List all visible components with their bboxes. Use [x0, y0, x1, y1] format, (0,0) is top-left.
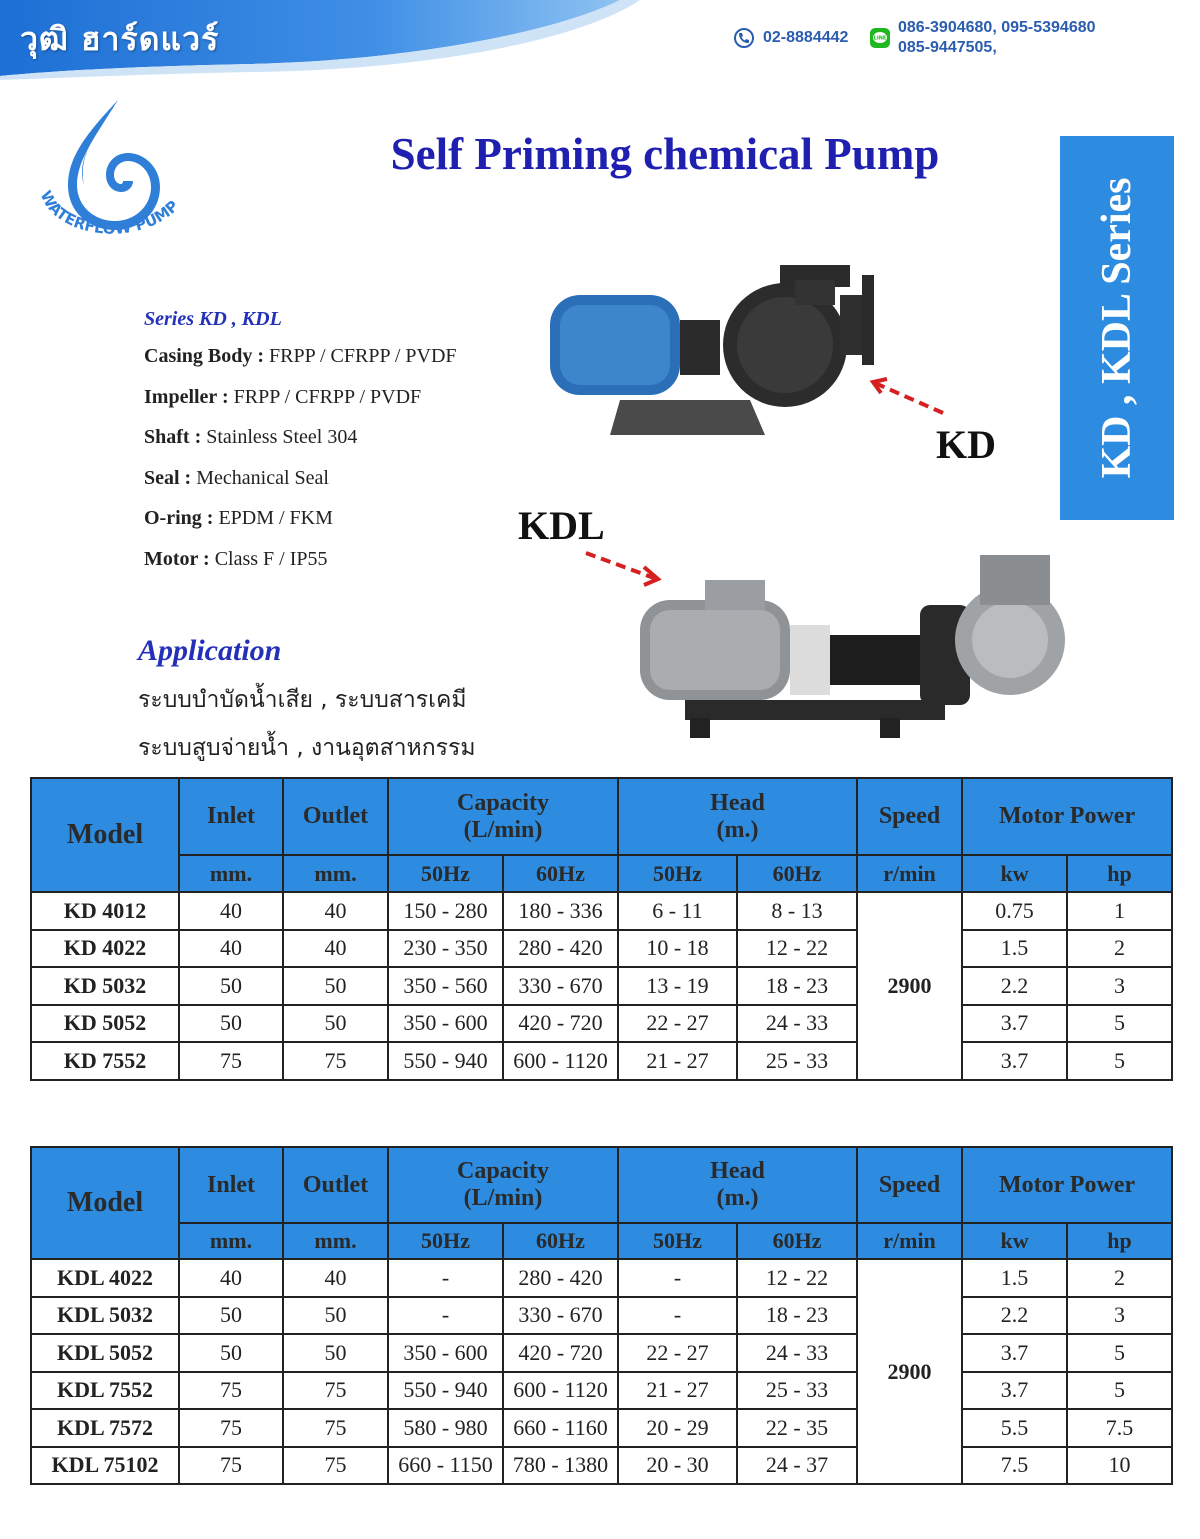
th-head-50hz: 50Hz: [618, 855, 737, 892]
cell-inlet: 40: [179, 930, 283, 968]
th-model: Model: [31, 1147, 179, 1259]
th-head-50hz: 50Hz: [618, 1223, 737, 1259]
cell-hp: 5: [1067, 1372, 1172, 1410]
cell-model: KDL 5032: [31, 1297, 179, 1335]
cell-head60: 24 - 33: [737, 1005, 857, 1043]
th-cap-50hz: 50Hz: [388, 855, 503, 892]
table-row: [31, 1259, 1172, 1297]
cell-kw: 5.5: [962, 1409, 1067, 1447]
line-icon: [870, 28, 890, 48]
spec-value: FRPP / CFRPP / PVDF: [264, 345, 457, 367]
th-motor-power: Motor Power: [962, 1147, 1172, 1223]
cell-speed: 2900: [857, 1259, 962, 1484]
cell-head50: 22 - 27: [618, 1005, 737, 1043]
cell-head60: 18 - 23: [737, 967, 857, 1005]
table-row: [31, 1447, 1172, 1485]
cell-head60: 22 - 35: [737, 1409, 857, 1447]
cell-head50: 22 - 27: [618, 1334, 737, 1372]
cell-head50: 10 - 18: [618, 930, 737, 968]
cell-head60: 12 - 22: [737, 930, 857, 968]
th-outlet: Outlet: [283, 1147, 388, 1223]
th-capacity-2: (L/min): [463, 816, 543, 843]
th-head: [618, 778, 857, 855]
brand-name: วุฒิ ฮาร์ดแวร์: [20, 20, 220, 58]
cell-inlet: 50: [179, 1334, 283, 1372]
cell-kw: 2.2: [962, 1297, 1067, 1335]
spec-item: [144, 507, 457, 548]
cell-kw: 2.2: [962, 967, 1067, 1005]
cell-inlet: 40: [179, 892, 283, 930]
cell-inlet: 50: [179, 1005, 283, 1043]
cell-cap60: 420 - 720: [503, 1334, 618, 1372]
waterflow-logo: [20, 95, 205, 255]
cell-head50: 21 - 27: [618, 1372, 737, 1410]
spec-value: Mechanical Seal: [191, 466, 329, 489]
cell-outlet: 40: [283, 1259, 388, 1297]
series-label: Series KD , KDL: [144, 308, 282, 330]
th-capacity-1: Capacity: [457, 1158, 549, 1184]
cell-hp: 10: [1067, 1447, 1172, 1485]
table-row: [31, 1297, 1172, 1335]
th-head-2: (m.): [716, 816, 759, 843]
cell-model: KDL 75102: [31, 1447, 179, 1485]
cell-cap50: 350 - 560: [388, 967, 503, 1005]
cell-outlet: 40: [283, 930, 388, 968]
application-line-2: ระบบสูบจ่ายน้ำ , งานอุตสาหกรรม: [138, 735, 476, 761]
cell-cap60: 280 - 420: [503, 1259, 618, 1297]
cell-head60: 24 - 33: [737, 1334, 857, 1372]
spec-label: Motor :: [144, 547, 210, 570]
cell-hp: 1: [1067, 892, 1172, 930]
spec-label: Seal :: [144, 466, 192, 489]
th-kw: kw: [962, 855, 1067, 892]
table-row: [31, 1334, 1172, 1372]
th-capacity: [388, 1147, 618, 1223]
cell-head50: 20 - 30: [618, 1447, 737, 1485]
spec-item: [144, 345, 457, 386]
cell-cap60: 180 - 336: [503, 892, 618, 930]
th-inlet-unit: mm.: [179, 1223, 283, 1259]
cell-kw: 3.7: [962, 1042, 1067, 1080]
table-row: [31, 967, 1172, 1005]
cell-cap50: 660 - 1150: [388, 1447, 503, 1485]
cell-model: KDL 7552: [31, 1372, 179, 1410]
table-row: [31, 1409, 1172, 1447]
th-capacity: [388, 778, 618, 855]
cell-inlet: 75: [179, 1409, 283, 1447]
th-head-1: Head: [710, 789, 765, 816]
cell-model: KD 4022: [31, 930, 179, 968]
spec-value: Stainless Steel 304: [201, 426, 358, 448]
cell-head50: 6 - 11: [618, 892, 737, 930]
spec-item: [144, 426, 457, 467]
th-outlet: Outlet: [283, 778, 388, 855]
th-speed-unit: r/min: [857, 855, 962, 892]
cell-cap60: 330 - 670: [503, 967, 618, 1005]
page-title: Self Priming chemical Pump: [390, 129, 940, 179]
cell-cap60: 600 - 1120: [503, 1372, 618, 1410]
spec-item: [144, 386, 457, 427]
cell-kw: 1.5: [962, 1259, 1067, 1297]
cell-head60: 8 - 13: [737, 892, 857, 930]
cell-cap50: 150 - 280: [388, 892, 503, 930]
kdl-spec-table: [30, 1146, 1173, 1485]
cell-outlet: 40: [283, 892, 388, 930]
cell-cap50: -: [388, 1297, 503, 1335]
side-banner-text: KD , KDL Series: [1094, 177, 1140, 479]
cell-model: KDL 5052: [31, 1334, 179, 1372]
cell-cap50: -: [388, 1259, 503, 1297]
cell-model: KD 5052: [31, 1005, 179, 1043]
kdl-pump-image: [630, 550, 1080, 750]
cell-inlet: 40: [179, 1259, 283, 1297]
application-line-1: ระบบบำบัดน้ำเสีย , ระบบสารเคมี: [138, 687, 467, 713]
cell-cap50: 230 - 350: [388, 930, 503, 968]
spec-list: [144, 308, 457, 588]
th-hp: hp: [1067, 1223, 1172, 1259]
cell-head60: 24 - 37: [737, 1447, 857, 1485]
spec-label: Impeller :: [144, 385, 229, 408]
cell-hp: 7.5: [1067, 1409, 1172, 1447]
cell-kw: 3.7: [962, 1334, 1067, 1372]
line-numbers-1[interactable]: 086-3904680, 095-5394680: [898, 19, 1096, 36]
cell-hp: 3: [1067, 1297, 1172, 1335]
th-motor-power: Motor Power: [962, 778, 1172, 855]
table-row: [31, 1042, 1172, 1080]
kd-label: KD: [936, 422, 996, 467]
kdl-label: KDL: [518, 503, 605, 548]
cell-outlet: 75: [283, 1372, 388, 1410]
cell-outlet: 50: [283, 1334, 388, 1372]
th-model: Model: [31, 778, 179, 892]
cell-cap60: 660 - 1160: [503, 1409, 618, 1447]
cell-kw: 3.7: [962, 1372, 1067, 1410]
cell-head60: 18 - 23: [737, 1297, 857, 1335]
cell-hp: 2: [1067, 1259, 1172, 1297]
spec-item: [144, 548, 457, 589]
cell-model: KD 7552: [31, 1042, 179, 1080]
spec-value: EPDM / FKM: [213, 507, 333, 529]
cell-cap50: 550 - 940: [388, 1042, 503, 1080]
th-cap-60hz: 60Hz: [503, 1223, 618, 1259]
cell-head50: 13 - 19: [618, 967, 737, 1005]
phone-icon: [734, 28, 754, 48]
cell-kw: 0.75: [962, 892, 1067, 930]
table-row: [31, 1372, 1172, 1410]
spec-item: [144, 467, 457, 508]
phone-number[interactable]: 02-8884442: [763, 29, 849, 46]
kd-pump-image: [540, 250, 900, 450]
cell-cap60: 420 - 720: [503, 1005, 618, 1043]
kd-spec-table: [30, 777, 1173, 1081]
cell-cap50: 350 - 600: [388, 1005, 503, 1043]
cell-hp: 5: [1067, 1042, 1172, 1080]
cell-cap50: 580 - 980: [388, 1409, 503, 1447]
cell-hp: 5: [1067, 1005, 1172, 1043]
cell-head50: 21 - 27: [618, 1042, 737, 1080]
spec-value: FRPP / CFRPP / PVDF: [228, 385, 422, 408]
th-head-60hz: 60Hz: [737, 855, 857, 892]
svg-text:LINE: LINE: [873, 35, 887, 42]
cell-outlet: 75: [283, 1409, 388, 1447]
cell-head50: 20 - 29: [618, 1409, 737, 1447]
th-outlet-unit: mm.: [283, 855, 388, 892]
series-side-banner: [1060, 136, 1174, 520]
cell-model: KDL 7572: [31, 1409, 179, 1447]
cell-cap60: 780 - 1380: [503, 1447, 618, 1485]
th-capacity-1: Capacity: [457, 789, 549, 816]
line-numbers-2[interactable]: 085-9447505,: [898, 39, 997, 56]
th-head-1: Head: [710, 1158, 765, 1184]
th-kw: kw: [962, 1223, 1067, 1259]
cell-cap60: 600 - 1120: [503, 1042, 618, 1080]
th-hp: hp: [1067, 855, 1172, 892]
table-row: [31, 930, 1172, 968]
cell-head60: 12 - 22: [737, 1259, 857, 1297]
cell-hp: 3: [1067, 967, 1172, 1005]
logo-text: WATERFLOW PUMP: [36, 187, 183, 238]
cell-inlet: 50: [179, 1297, 283, 1335]
cell-head50: -: [618, 1259, 737, 1297]
cell-inlet: 75: [179, 1372, 283, 1410]
cell-inlet: 75: [179, 1447, 283, 1485]
spec-label: Shaft :: [144, 426, 202, 448]
cell-hp: 5: [1067, 1334, 1172, 1372]
cell-outlet: 50: [283, 967, 388, 1005]
cell-hp: 2: [1067, 930, 1172, 968]
cell-kw: 3.7: [962, 1005, 1067, 1043]
cell-outlet: 75: [283, 1042, 388, 1080]
kd-arrow-icon: [865, 375, 950, 420]
th-speed-unit: r/min: [857, 1223, 962, 1259]
cell-head60: 25 - 33: [737, 1372, 857, 1410]
cell-model: KD 5032: [31, 967, 179, 1005]
th-inlet: Inlet: [179, 1147, 283, 1223]
spec-value: Class F / IP55: [209, 547, 328, 570]
application-title: Application: [138, 634, 282, 667]
cell-outlet: 50: [283, 1297, 388, 1335]
th-inlet: Inlet: [179, 778, 283, 855]
cell-kw: 1.5: [962, 930, 1067, 968]
cell-head50: -: [618, 1297, 737, 1335]
cell-cap50: 550 - 940: [388, 1372, 503, 1410]
th-head: [618, 1147, 857, 1223]
table-row: [31, 892, 1172, 930]
th-cap-50hz: 50Hz: [388, 1223, 503, 1259]
cell-model: KDL 4022: [31, 1259, 179, 1297]
cell-kw: 7.5: [962, 1447, 1067, 1485]
spec-label: O-ring :: [144, 507, 214, 529]
cell-cap50: 350 - 600: [388, 1334, 503, 1372]
spec-label: Casing Body :: [144, 345, 265, 367]
table-row: [31, 1005, 1172, 1043]
cell-head60: 25 - 33: [737, 1042, 857, 1080]
cell-inlet: 75: [179, 1042, 283, 1080]
cell-cap60: 330 - 670: [503, 1297, 618, 1335]
cell-outlet: 75: [283, 1447, 388, 1485]
th-head-60hz: 60Hz: [737, 1223, 857, 1259]
th-head-2: (m.): [716, 1185, 759, 1211]
th-capacity-2: (L/min): [463, 1185, 543, 1211]
header-bar: [0, 0, 1200, 80]
th-outlet-unit: mm.: [283, 1223, 388, 1259]
cell-outlet: 50: [283, 1005, 388, 1043]
th-inlet-unit: mm.: [179, 855, 283, 892]
th-speed: Speed: [857, 1147, 962, 1223]
cell-cap60: 280 - 420: [503, 930, 618, 968]
th-cap-60hz: 60Hz: [503, 855, 618, 892]
cell-inlet: 50: [179, 967, 283, 1005]
th-speed: Speed: [857, 778, 962, 855]
cell-model: KD 4012: [31, 892, 179, 930]
cell-speed: 2900: [857, 892, 962, 1080]
